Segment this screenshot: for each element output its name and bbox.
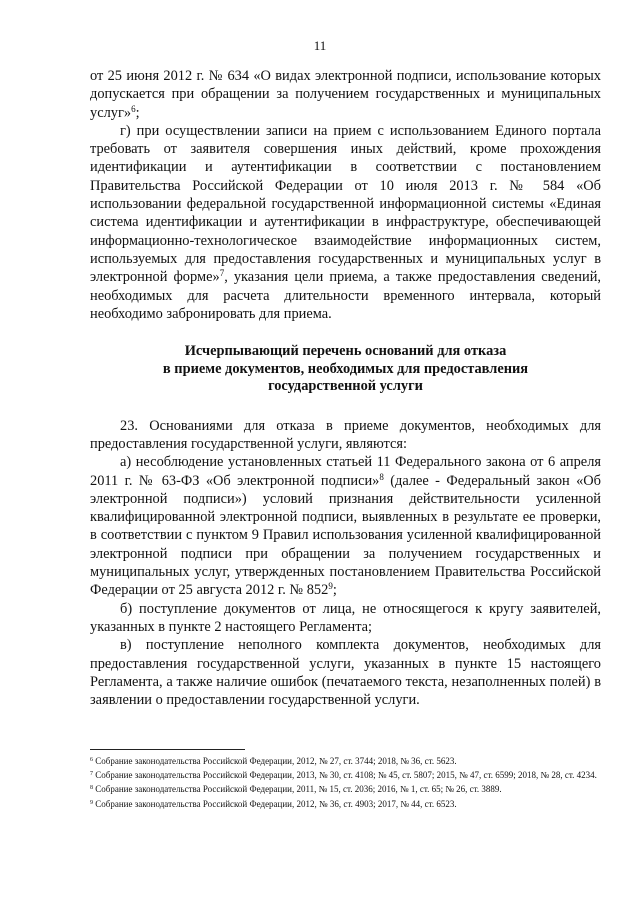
heading-line-1: Исчерпывающий перечень оснований для отказа [184, 343, 507, 360]
paragraph-text: в) поступление неполного комплекта документов, необходимых для предоставления государственной услуги, указанных в пункте 15 настоящего Регламента, а также наличие ошибок (печатаемого текста, незаполненных полей) в заявлении о предоставлении государственной услуги. [90, 637, 601, 709]
paragraph-text: 23. Основаниями для отказа в приеме документов, необходимых для предоставления государственной услуги, являются: [90, 417, 601, 452]
footnote-separator [90, 749, 245, 750]
paragraph-item-v [90, 636, 601, 709]
footnote-text: Собрание законодательства Российской Федерации, 2011, № 15, ст. 2036; 2016, № 1, ст. 65; № 26, ст. 3889. [95, 784, 502, 795]
footnotes [90, 756, 601, 813]
footnote-number: 8 [90, 785, 93, 792]
paragraph-item-g [90, 122, 601, 323]
footnote-9 [90, 799, 601, 810]
footnote-8 [90, 784, 601, 795]
footnote-text: Собрание законодательства Российской Федерации, 2012, № 27, ст. 3744; 2018, № 36, ст. 5623. [95, 756, 457, 766]
paragraph-item-a [90, 453, 601, 599]
footnote-number: 9 [90, 799, 93, 806]
footnote-text: Собрание законодательства Российской Федерации, 2012, № 36, ст. 4903; 2017, № 44, ст. 6523. [95, 798, 457, 809]
heading-line-3: государственной услуги [268, 378, 423, 395]
footnote-7 [90, 770, 601, 781]
section-heading [90, 343, 601, 396]
paragraph-mid: (далее - Федеральный закон «Об электронной подписи») условий признания действительности усиленной квалифицированной электронной подписи, выявленных в результате ее проверки, в соответствии с пунктом 9 Правил использования усиленной квалифицированной электронной подписи при обращении за получением государственных и муниципальных услуг, утвержденных постановлением Правительства Российской Федерации от 25 августа 2012 г. № 852 [90, 472, 601, 599]
footnote-text: Собрание законодательства Российской Федерации, 2013, № 30, ст. 4108; № 45, ст. 5807; 2015, № 47, ст. 6599; 2018, № 28, ст. 4234. [95, 770, 597, 781]
document-body [90, 67, 601, 709]
paragraph-tail: ; [135, 104, 140, 121]
footnote-ref-7[interactable]: 7 [219, 268, 225, 279]
paragraph-text: а) несоблюдение установленных статьей 11 Федерального закона от 6 апреля 2011 г. № 63-ФЗ «Об электронной подписи» [90, 454, 601, 489]
footnote-ref-9[interactable]: 9 [328, 581, 333, 592]
paragraph-text: б) поступление документов от лица, не относящегося к кругу заявителей, указанных в пункте 2 настоящего Регламента; [90, 600, 601, 635]
paragraph-continuation [90, 67, 601, 122]
paragraph-item-b [90, 600, 601, 637]
paragraph-23 [90, 417, 601, 454]
footnote-6 [90, 756, 601, 767]
footnote-ref-8[interactable]: 8 [379, 471, 384, 482]
footnote-number: 6 [90, 757, 93, 763]
footnote-ref-6[interactable]: 6 [131, 103, 136, 114]
paragraph-text: от 25 июня 2012 г. № 634 «О видах электронной подписи, использование которых допускается при обращении за получением государственных и муниципальных услуг» [90, 68, 601, 121]
heading-line-2: в приеме документов, необходимых для предоставления [162, 360, 529, 377]
paragraph-text: г) при осуществлении записи на прием с использованием Единого портала требовать от заявителя совершения иных действий, кроме прохождения идентификации и аутентификации в соответствии с постановлением Правительства Российской Федерации от 10 июля 2013 г. № 584 «Об использовании федеральной государственной информационной системы «Единая система идентификации и аутентификации в инфраструктуре, обеспечивающей информационно-технологическое взаимодействие информационных систем, используемых для предоставления государственных и муниципальных услуг в электронной форме» [90, 122, 601, 286]
footnote-number: 7 [90, 771, 93, 778]
paragraph-tail: , указания цели приема, а также предоставления сведений, необходимых для расчета длительности временного интервала, который необходимо забронировать для приема. [90, 269, 601, 322]
page-number: 11 [313, 38, 327, 53]
paragraph-tail: ; [332, 582, 337, 599]
